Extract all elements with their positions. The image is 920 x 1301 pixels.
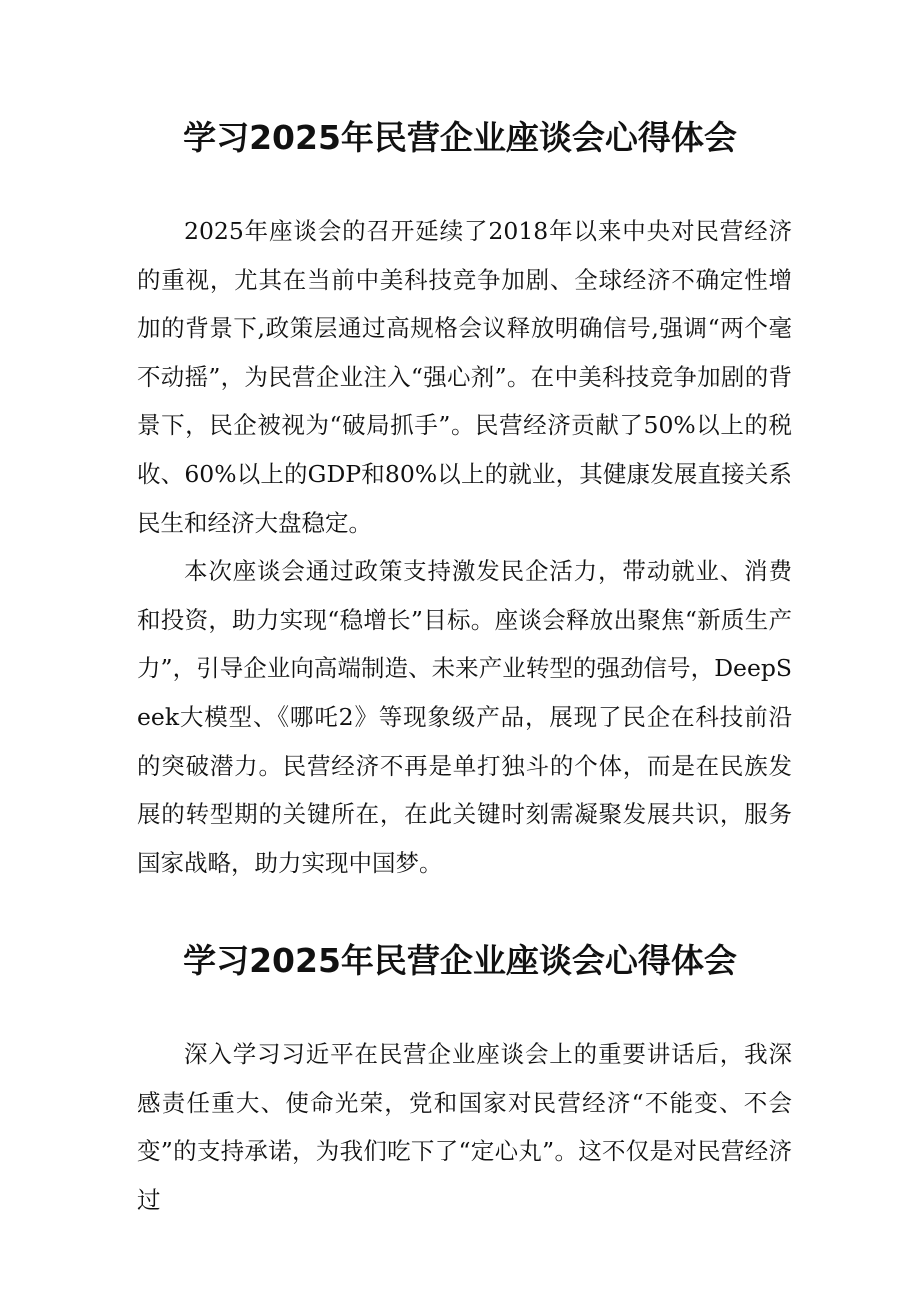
section-2-body <box>137 1030 792 1224</box>
section-1-title: 学习2025年民营企业座谈会心得体会 <box>183 118 737 157</box>
section-1-paragraph-1: 2025年座谈会的召开延续了2018年以来中央对民营经济的重视，尤其在当前中美科技竞争加剧、全球经济不确定性增加的背景下,政策层通过高规格会议释放明确信号,强调“两个毫不动摇”，为民营企业注入“强心剂”。在中美科技竞争加剧的背景下，民企被视为“破局抓手”。民营经济贡献了50%以上的税收、60%以上的GDP和80%以上的就业，其健康发展直接关系民生和经济大盘稳定。 <box>137 217 792 537</box>
section-2-paragraph-1: 深入学习习近平在民营企业座谈会上的重要讲话后，我深感责任重大、使命光荣，党和国家对民营经济“不能变、不会变”的支持承诺，为我们吃下了“定心丸”。这不仅是对民营经济过 <box>137 1040 792 1214</box>
section-1-paragraph-2: 本次座谈会通过政策支持激发民企活力，带动就业、消费和投资，助力实现“稳增长”目标。座谈会释放出聚焦“新质生产力”，引导企业向高端制造、未来产业转型的强劲信号，DeepSeek大模型、《哪吒2》等现象级产品，展现了民企在科技前沿的突破潜力。民营经济不再是单打独斗的个体，而是在民族发展的转型期的关键所在，在此关键时刻需凝聚发展共识，服务国家战略，助力实现中国梦。 <box>137 557 792 877</box>
section-2-title: 学习2025年民营企业座谈会心得体会 <box>183 941 737 980</box>
section-1-body <box>137 207 792 887</box>
